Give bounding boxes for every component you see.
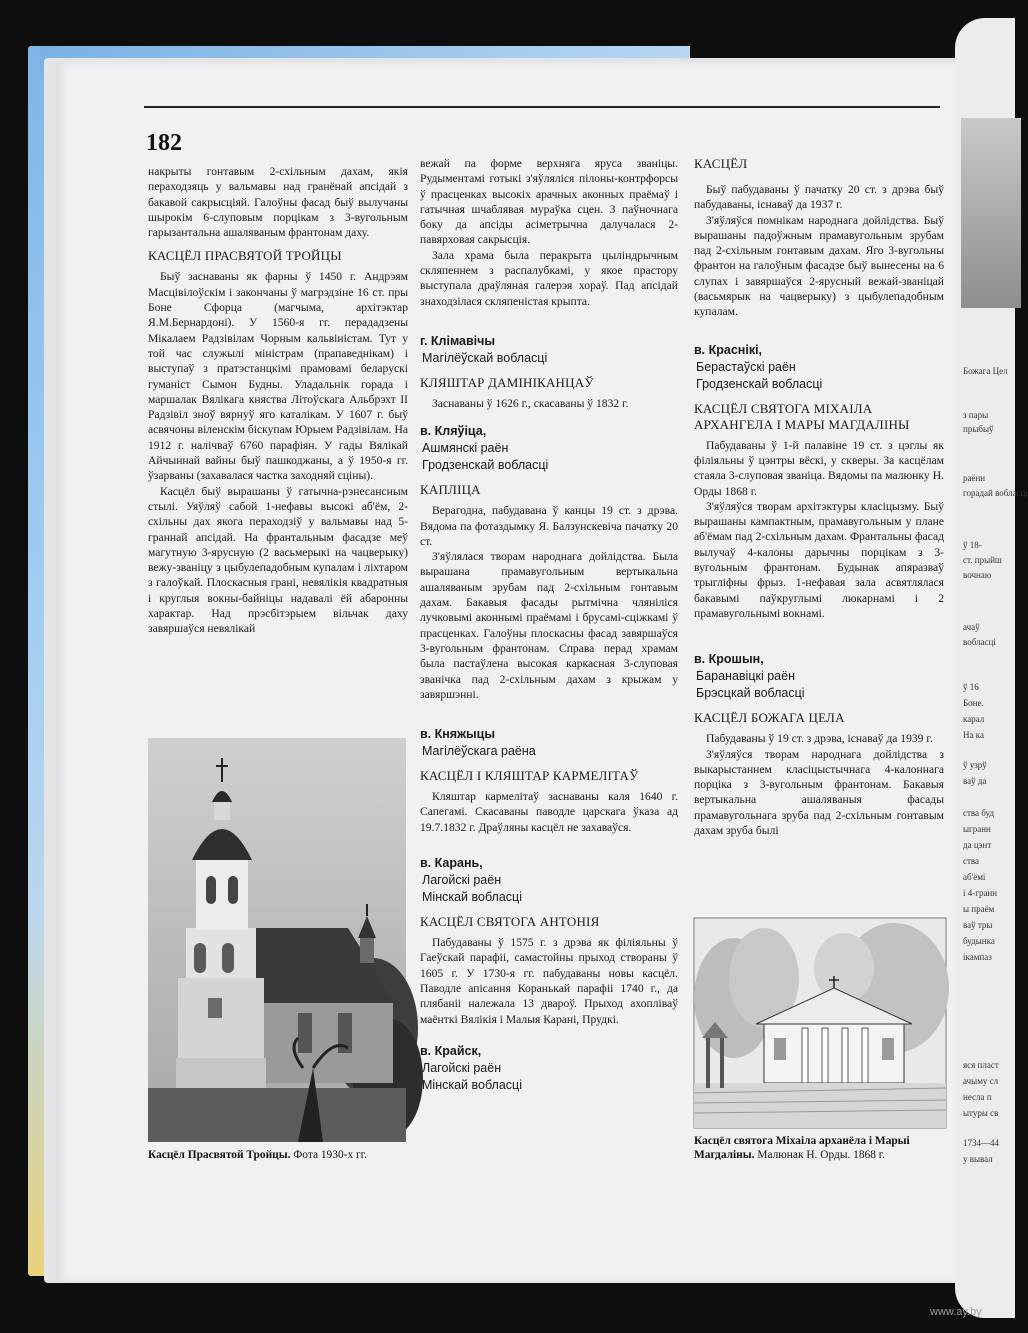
location-region: Брэсцкай вобласці	[696, 686, 805, 701]
facing-page-text: вочнаю	[963, 570, 992, 580]
facing-page-text: 1734—44	[963, 1138, 999, 1148]
section-heading: КАПЛІЦА	[420, 482, 481, 498]
location-name: в. Карань,	[420, 856, 483, 871]
figure-caption	[148, 1148, 406, 1162]
location-region: Берастаўскі раён	[696, 359, 796, 374]
facing-page-text: ікампаз	[963, 952, 992, 962]
facing-page-text: у вывал	[963, 1154, 993, 1164]
location-region: Мінскай вобласці	[422, 1077, 522, 1092]
facing-page-text: прыбыў	[963, 424, 994, 434]
location-region: Магілёўскай вобласці	[422, 350, 548, 365]
facing-page-text: ў 18-	[963, 540, 982, 550]
facing-page-text: з пары	[963, 410, 989, 420]
location-region: Гродзенскай вобласці	[422, 458, 549, 473]
paragraph: Пабудаваны ў 1-й палавіне 19 ст. з цэглы як філіяльны ў цэнтры вёскі, у скверы. За касцёлам стаяла 3-слуповая званіца. Вядомы па малюнку Н. Орды 1868 г.	[694, 438, 944, 498]
facing-page-text: ства	[963, 856, 980, 866]
header-rule	[144, 106, 940, 108]
location-name: в. Кляўіца,	[420, 424, 487, 439]
paragraph: накрыты гонтавым 2-схільным дахам, якія пераходзяць у вальмавы над гранёнай апсідай з бакавой сакрысціяй. Галоўны фасад быў вылучаны шырокім 6-слуповым порцікам з 3-вугольным гарызантальна ашаляваным франтонам даху.	[148, 165, 408, 240]
facing-page-text: аб'ёмі	[963, 872, 986, 882]
location-region: Магілёўскага раёна	[422, 744, 536, 759]
section-heading: КЛЯШТАР ДАМІНІКАНЦАЎ	[420, 374, 594, 390]
location-region: Лагойскі раён	[422, 1060, 502, 1075]
facing-page-text: несла п	[963, 1092, 992, 1102]
location-block	[420, 1043, 678, 1094]
facing-page-text: ваў да	[963, 776, 987, 786]
location-name: в. Крайск,	[420, 1043, 482, 1058]
facing-page-text: яся пласт	[963, 1060, 999, 1070]
facing-page-text: ытуры св	[963, 1108, 999, 1118]
location-block	[420, 333, 678, 367]
page-number: 182	[146, 130, 182, 156]
location-name: в. Княжыцы	[420, 727, 495, 742]
facing-page-text: вобласці	[963, 637, 996, 647]
paragraph: Кляштар кармелітаў заснаваны каля 1640 г. Сапегамі. Скасаваны паводле царскага ўказа ад 19.7.1832 г. Драўляны касцёл не захаваўся.	[420, 790, 678, 834]
location-region: Ашмянскі раён	[422, 441, 509, 456]
location-block	[694, 342, 944, 393]
paragraph: вежай па форме верхняга яруса званіцы. Рудыментамі готыкі з'яўляліся пілоны-контрфорсы ў прасценках высокіх арачных аконных праёмаў і гатычная шчаблявая мураўка сцен. З паўночнага боку да апсіды асіметрычна далучалася 2-павярховая сакрысція.	[420, 157, 678, 247]
facing-page-text: ачыму сл	[963, 1076, 999, 1086]
location-region: Мінскай вобласці	[422, 890, 522, 905]
paragraph: Заснаваны ў 1626 г., скасаваны ў 1832 г.	[432, 396, 629, 410]
location-name: г. Клімавічы	[420, 333, 496, 348]
facing-page-text: ў узрў	[963, 760, 987, 770]
church-drawing	[694, 918, 946, 1128]
paragraph: З'яўляўся творам архітэктуры класіцызму. Быў вырашаны кампактным, прамавугольным у плане аб'ёмам пад 2-схільным дахам. Франтальны фасад вылучаў 4-калоны дарычны порцікам з 3-вугольным франтонам. Будынак апяразваў трыгліфны фрыз. 1-нефавая зала асвятлялася бакавымі паўкруглымі люкарнамі і 2 прамавугольнымі вокнамі.	[694, 499, 944, 620]
location-name: в. Крошын,	[694, 652, 764, 667]
facing-page-text: ыгранн	[963, 824, 991, 834]
facing-page-text: і 4-гранн	[963, 888, 998, 898]
location-region: Баранавіцкі раён	[696, 669, 795, 684]
section-heading: КАСЦЁЛ БОЖАГА ЦЕЛА	[694, 710, 845, 726]
caption-title: Касцёл Прасвятой Тройцы.	[148, 1149, 291, 1161]
caption-title: Касцёл святога Міхаіла арханёла і Марыі Магдаліны.	[694, 1135, 910, 1161]
figure-caption	[694, 1134, 946, 1162]
column-3	[694, 156, 944, 838]
facing-page-text: ст. прыйш	[963, 555, 1002, 565]
section-heading: КАСЦЁЛ І КЛЯШТАР КАРМЕЛІТАЎ	[420, 768, 639, 784]
paragraph: Пабудаваны ў 19 ст. з дрэва, існаваў да 1939 г.	[706, 732, 933, 746]
paragraph: Быў пабудаваны ў пачатку 20 ст. з дрэва быў пабудаваны, існаваў да 1937 г.	[694, 183, 944, 212]
paragraph: З'яўляўся помнікам народнага дойлідства. Быў вырашаны падоўжным прамавугольным зрубам пад 2-схільным гонтавым дахам. Яго 3-вугольны франтон на галоўным фасадзе быў вынесены на 6 слупах і завяршаўся 2-ярусный вежай-званіцай (васьмярык на чацверыку) з цыбулепадобным купалам.	[694, 213, 944, 319]
facing-page-text: карал	[963, 714, 985, 724]
paragraph: З'яўляўся творам народнага дойлідства з выкарыстаннем класіцыстычнага 4-калоннага порціка з 3-вугольным франтонам. Бакавыя вертыкальна ашаляваныя фасады прамавугольнага зруба пад 2-схільным гонтавым дахам зруба былі	[694, 747, 944, 838]
facing-page-text: раённ	[963, 473, 986, 483]
location-region: Гродзенскай вобласці	[696, 376, 823, 391]
facing-page-edge	[955, 18, 1028, 1318]
facing-page-text: да цэнт	[963, 840, 992, 850]
column-1	[148, 164, 408, 637]
caption-text: Малюнак Н. Орды. 1868 г.	[754, 1149, 886, 1161]
location-name: в. Краснікі,	[694, 342, 763, 357]
figure-church-holy-trinity	[148, 738, 406, 1162]
facing-page-text: горадай вобласці	[963, 488, 1028, 498]
section-heading: КАСЦЁЛ СВЯТОГА МІХАІЛА АРХАНГЕЛА І МАРЫ МАГДАЛІНЫ	[694, 400, 910, 432]
facing-page-text: Божага Цел	[963, 366, 1008, 376]
facing-page-text: ства буд	[963, 808, 995, 818]
section-heading: КАСЦЁЛ ПРАСВЯТОЙ ТРОЙЦЫ	[148, 248, 342, 264]
column-2	[420, 156, 678, 1102]
figure-church-st-michael	[694, 918, 946, 1162]
facing-page-text: ваў тры	[963, 920, 993, 930]
location-block	[420, 726, 678, 760]
facing-page-text: ў 16	[963, 682, 979, 692]
facing-page-text: ачаў	[963, 622, 980, 632]
paragraph: Зала храма была перакрыта цыліндрычным скляпеннем з распалубкамі, у якое прастору выступала драўляная галерэя хораў. Пад апсідай знаходзілася скляпеністая крыпта.	[420, 248, 678, 308]
facing-page-text: Боне.	[963, 698, 984, 708]
paragraph: Верагодна, пабудавана ў канцы 19 ст. з дрэва. Вядома па фотаздымку Я. Балзунскевіча пачатку 20 ст.	[420, 504, 678, 548]
facing-page-text: ы праём	[963, 904, 995, 914]
caption-text: Фота 1930-х гг.	[290, 1149, 367, 1161]
location-block	[694, 651, 944, 702]
paragraph: Касцёл быў вырашаны ў гатычна-рэнесансным стылі. Уяўляў сабой 1-нефавы высокі аб'ём, 2-схільны дах якога пераходзіў у вальмавы над 5-граннай апсідай. На франтальным фасадзе меў магутную 3-ярусную (2 васьмерыкі на чацверыку) вежу-званіцу з цыбулепадобным купалам і ліхтаром з галоўкай. Плоскасныя грані, невялікія квадратныя і круглыя вокны-байніцы надавалі ёй абаронны характар. Над прэсбітэрыем вільчак даху завяршаўся невялікай	[148, 484, 408, 636]
location-block	[420, 423, 678, 474]
paragraph: Быў заснаваны як фарны ў 1450 г. Андрэям Масцівілоўскім і закончаны ў магрэдзіне 16 ст. пры Боне Сфорца (магчыма, архітэктар Я.М.Бернардоні). У 1560-я гг. перададзены Мікалаем Радзівілам Чорным кальвіністам. Тут у той час служылі міністрам (прапаведнікам) і выступаў з пратэстанцкімі прамовамі беларускі гуманіст Сымон Будны. Уладальнік горада і маршалак Вялікага княства Літоўскага Альбрэхт II Радзівіл зноў вярнуў яго каталікам. У 1607 г. быў асвячоны віленскім біскупам Юрыем Радзівілам. На 1912 г. налічваў 6760 парафіян. У гады Вялікай Айчыннай вайны быў пашкоджаны, а ў 1950-я гг. ўзарваны (захавалася частка заходняй сціны).	[148, 270, 408, 483]
watermark: www.ay.by	[930, 1306, 982, 1318]
facing-page-text: будынка	[963, 936, 995, 946]
location-block	[420, 855, 678, 906]
facing-page-text: На ка	[963, 730, 984, 740]
church-photo	[148, 738, 406, 1142]
location-region: Лагойскі раён	[422, 873, 502, 888]
paragraph: З'яўлялася творам народнага дойлідства. Была вырашана прамавугольным вертыкальна ашаляваным зрубам пад 2-схільным гонтавым дахам. Бакавыя фасады рытмічна члянілiся лучковымі аконнымі праёмамі і брусамі-сціжкамі ў прасценках. Галоўны плоскасны фасад завяршаўся 3-вугольным франтонам. Справа перад храмам была пастаўлена высокая каркасная 3-слуповая званічка пад 2-схільным дахам з крыжам у завяршэнні.	[420, 550, 678, 701]
paragraph: Пабудаваны ў 1575 г. з дрэва як філіяльны ў Гаеўскай парафіі, самастойны прыход створаны ў 1605 г. У 1730-я гг. пабудаваны новы касцёл. Паводле апісання Коранькай парафіі 1740 г., да плябаніі належала 13 двароў. Прыход ахопліваў маёнткі Вялікія і Малыя Карані, Прудкі.	[420, 936, 678, 1026]
facing-page-photo	[961, 118, 1021, 308]
section-heading: КАСЦЁЛ СВЯТОГА АНТОНІЯ	[420, 914, 600, 930]
section-heading: КАСЦЁЛ	[694, 156, 748, 171]
